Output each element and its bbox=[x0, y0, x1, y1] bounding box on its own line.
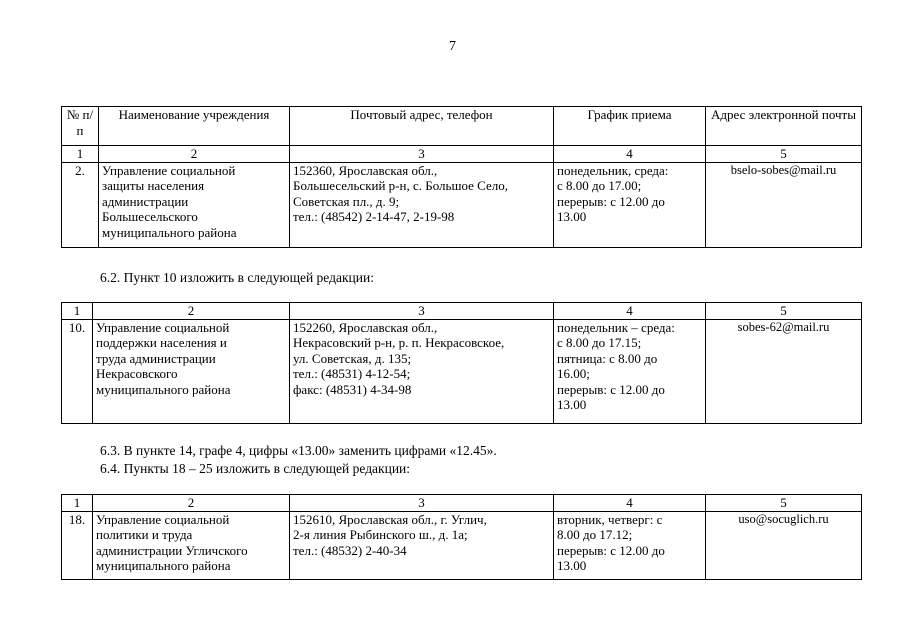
header-address: Почтовый адрес, телефон bbox=[290, 107, 554, 146]
institutions-table-3 bbox=[61, 494, 862, 580]
text-line: администрации bbox=[102, 193, 189, 209]
paragraph-6-3: 6.3. В пункте 14, графе 4, цифры «13.00» заменить цифрами «12.45». bbox=[100, 443, 497, 458]
header-schedule: График приема bbox=[554, 107, 706, 146]
text-line: Управление социальной bbox=[102, 162, 236, 178]
text-line: перерыв: с 12.00 до bbox=[557, 381, 665, 397]
text-line: муниципального района bbox=[102, 224, 237, 240]
text-line: перерыв: с 12.00 до bbox=[557, 193, 665, 209]
text-line: Большесельского bbox=[102, 209, 198, 224]
col-number: 5 bbox=[706, 146, 862, 163]
table-row bbox=[62, 162, 862, 247]
row-num: 10. bbox=[62, 319, 93, 423]
row-name bbox=[93, 319, 290, 423]
row-schedule bbox=[554, 511, 706, 579]
text-line: понедельник – среда: bbox=[557, 319, 675, 335]
row-email: sobes-62@mail.ru bbox=[706, 319, 862, 423]
text-line: труда администрации bbox=[96, 350, 216, 366]
text-line: ул. Советская, д. 135; bbox=[293, 350, 412, 366]
table-row bbox=[62, 511, 862, 579]
header-email: Адрес электронной почты bbox=[706, 107, 862, 146]
text-line: тел.: (48532) 2-40-34 bbox=[293, 542, 407, 558]
row-email: uso@socuglich.ru bbox=[706, 511, 862, 579]
text-line: понедельник, среда: bbox=[557, 162, 669, 178]
header-num: № п/п bbox=[62, 107, 99, 146]
text-line: Управление социальной bbox=[96, 511, 230, 527]
header-name: Наименование учреждения bbox=[99, 107, 290, 146]
text-line: факс: (48531) 4-34-98 bbox=[293, 381, 412, 397]
text-line: Советская пл., д. 9; bbox=[293, 193, 400, 209]
row-email: bselo-sobes@mail.ru bbox=[706, 162, 862, 247]
text-line: администрации Угличского bbox=[96, 542, 248, 558]
column-numbers-row bbox=[62, 303, 862, 320]
text-line: тел.: (48542) 2-14-47, 2-19-98 bbox=[293, 209, 455, 224]
text-line: 16.00; bbox=[557, 366, 590, 381]
text-line: Большесельский р-н, с. Большое Село, bbox=[293, 178, 508, 193]
paragraph-6-4: 6.4. Пункты 18 – 25 изложить в следующей редакции: bbox=[100, 461, 411, 476]
page-number: 7 bbox=[449, 39, 456, 54]
text-line: 13.00 bbox=[557, 397, 587, 412]
col-number: 1 bbox=[62, 495, 93, 512]
institutions-table-2 bbox=[61, 302, 862, 424]
text-line: 13.00 bbox=[557, 209, 587, 224]
col-number: 4 bbox=[554, 146, 706, 163]
paragraph-6-2: 6.2. Пункт 10 изложить в следующей редакции: bbox=[100, 270, 374, 285]
col-number: 3 bbox=[290, 303, 554, 320]
row-address bbox=[290, 162, 554, 247]
text-line: вторник, четверг: с bbox=[557, 511, 663, 527]
text-line: тел.: (48531) 4-12-54; bbox=[293, 366, 411, 381]
row-name bbox=[93, 511, 290, 579]
row-schedule bbox=[554, 319, 706, 423]
text-line: 2-я линия Рыбинского ш., д. 1а; bbox=[293, 527, 468, 542]
text-line: Управление социальной bbox=[96, 319, 230, 335]
col-number: 1 bbox=[62, 303, 93, 320]
text-line: 8.00 до 17.12; bbox=[557, 527, 633, 542]
row-num: 18. bbox=[62, 511, 93, 579]
col-number: 2 bbox=[93, 495, 290, 512]
col-number: 2 bbox=[99, 146, 290, 163]
text-line: муниципального района bbox=[96, 558, 231, 573]
text-line: муниципального района bbox=[96, 381, 231, 397]
text-line: с 8.00 до 17.15; bbox=[557, 335, 642, 350]
text-line: с 8.00 до 17.00; bbox=[557, 178, 642, 193]
text-line: пятница: с 8.00 до bbox=[557, 350, 658, 366]
col-number: 5 bbox=[706, 495, 862, 512]
text-line: политики и труда bbox=[96, 527, 193, 542]
table-header-row bbox=[62, 107, 862, 146]
row-address bbox=[290, 319, 554, 423]
row-address bbox=[290, 511, 554, 579]
institutions-table-1 bbox=[61, 106, 862, 248]
text-line: 13.00 bbox=[557, 558, 587, 573]
col-number: 1 bbox=[62, 146, 99, 163]
column-numbers-row bbox=[62, 495, 862, 512]
text-line: 152610, Ярославская обл., г. Углич, bbox=[293, 511, 487, 527]
text-line: 152260, Ярославская обл., bbox=[293, 319, 438, 335]
row-name bbox=[99, 162, 290, 247]
text-line: перерыв: с 12.00 до bbox=[557, 542, 665, 558]
col-number: 3 bbox=[290, 146, 554, 163]
text-line: поддержки населения и bbox=[96, 335, 227, 350]
row-num: 2. bbox=[62, 162, 99, 247]
text-line: Некрасовского bbox=[96, 366, 178, 381]
row-schedule bbox=[554, 162, 706, 247]
text-line: защиты населения bbox=[102, 178, 205, 193]
table-row bbox=[62, 319, 862, 423]
text-line: Некрасовский р-н, р. п. Некрасовское, bbox=[293, 335, 505, 350]
col-number: 4 bbox=[554, 303, 706, 320]
col-number: 3 bbox=[290, 495, 554, 512]
col-number: 4 bbox=[554, 495, 706, 512]
col-number: 2 bbox=[93, 303, 290, 320]
col-number: 5 bbox=[706, 303, 862, 320]
text-line: 152360, Ярославская обл., bbox=[293, 162, 438, 178]
column-numbers-row bbox=[62, 146, 862, 163]
